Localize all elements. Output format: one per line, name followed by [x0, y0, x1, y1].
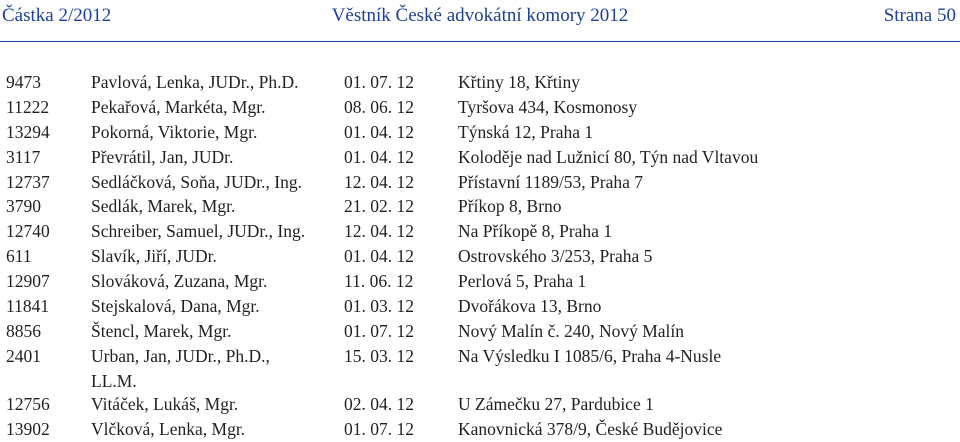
header-divider: [0, 41, 960, 42]
office-address: Ostrovského 3/253, Praha 5: [458, 246, 653, 267]
office-address: Přístavní 1189/53, Praha 7: [458, 171, 644, 192]
list-item: [0, 170, 960, 195]
entry-date: 02. 04. 12: [344, 393, 414, 414]
page-header: [0, 0, 960, 44]
lawyer-name: Sedláčková, Soňa, JUDr., Ing.: [91, 171, 302, 192]
lawyer-name: Vitáček, Lukáš, Mgr.: [91, 393, 239, 414]
list-item: [0, 392, 960, 417]
entry-date: 12. 04. 12: [344, 171, 414, 192]
entry-date: 01. 04. 12: [344, 146, 414, 167]
list-item: [0, 145, 960, 170]
office-address: Koloděje nad Lužnicí 80, Týn nad Vltavou: [458, 146, 759, 167]
entry-date: 01. 07. 12: [344, 72, 414, 92]
entry-date: 01. 03. 12: [344, 296, 414, 317]
office-address: Křtiny 18, Křtiny: [458, 72, 581, 92]
list-item: [0, 294, 960, 319]
lawyer-name: Pekařová, Markéta, Mgr.: [91, 96, 266, 117]
lawyer-name: Pavlová, Lenka, JUDr., Ph.D.: [91, 72, 299, 92]
entry-date: 15. 03. 12: [344, 345, 414, 366]
registration-number: 12756: [6, 393, 50, 414]
issue-number: Částka 2/2012: [2, 5, 112, 26]
office-address: Tyršova 434, Kosmonosy: [458, 96, 638, 117]
lawyer-name: Vlčková, Lenka, Mgr.: [91, 418, 246, 439]
registration-number: 11841: [6, 296, 50, 317]
entry-date: 12. 04. 12: [344, 221, 414, 242]
list-item: [0, 244, 960, 269]
journal-title: Věstník České advokátní komory 2012: [331, 5, 629, 26]
registration-number: 3790: [6, 196, 41, 217]
registration-number: 12740: [6, 221, 50, 242]
office-address: Kanovnická 378/9, České Budějovice: [458, 418, 723, 439]
lawyer-name: Slováková, Zuzana, Mgr.: [91, 271, 268, 292]
office-address: Na Výsledku I 1085/6, Praha 4-Nusle: [458, 345, 722, 366]
entry-date: 08. 06. 12: [344, 96, 414, 117]
lawyer-list: [0, 70, 960, 442]
list-item: [0, 70, 960, 95]
list-item: [0, 269, 960, 294]
list-item: [0, 194, 960, 219]
entry-date: 11. 06. 12: [344, 271, 414, 292]
office-address: Dvořákova 13, Brno: [458, 296, 602, 317]
list-item: [0, 344, 960, 392]
registration-number: 2401: [6, 345, 41, 366]
entry-date: 21. 02. 12: [344, 196, 414, 217]
office-address: Na Příkopě 8, Praha 1: [458, 221, 613, 242]
entry-date: 01. 04. 12: [344, 246, 414, 267]
list-item: [0, 417, 960, 442]
registration-number: 13902: [6, 418, 50, 439]
entry-date: 01. 07. 12: [344, 418, 414, 439]
lawyer-name: Slavík, Jiří, JUDr.: [91, 246, 217, 267]
list-item: [0, 95, 960, 120]
registration-number: 3117: [6, 146, 41, 167]
lawyer-name: Pokorná, Viktorie, Mgr.: [91, 121, 258, 142]
list-item: [0, 319, 960, 344]
lawyer-name: Schreiber, Samuel, JUDr., Ing.: [91, 221, 306, 242]
registration-number: 11222: [6, 96, 50, 117]
registration-number: 9473: [6, 72, 41, 92]
office-address: Příkop 8, Brno: [458, 196, 562, 217]
registration-number: 8856: [6, 320, 41, 341]
list-item: [0, 120, 960, 145]
lawyer-name: Převrátil, Jan, JUDr.: [91, 146, 234, 167]
list-item: [0, 219, 960, 244]
lawyer-name: Sedlák, Marek, Mgr.: [91, 196, 236, 217]
registration-number: 13294: [6, 121, 50, 142]
lawyer-name: Stejskalová, Dana, Mgr.: [91, 296, 260, 317]
entry-date: 01. 07. 12: [344, 320, 414, 341]
office-address: Perlová 5, Praha 1: [458, 271, 587, 292]
page-number: Strana 50: [883, 5, 956, 26]
lawyer-name: Urban, Jan, JUDr., Ph.D., LL.M.: [91, 345, 270, 391]
registration-number: 12737: [6, 171, 50, 192]
registration-number: 611: [6, 246, 32, 267]
office-address: Nový Malín č. 240, Nový Malín: [458, 320, 685, 341]
office-address: U Zámečku 27, Pardubice 1: [458, 393, 654, 414]
entry-date: 01. 04. 12: [344, 121, 414, 142]
lawyer-name: Štencl, Marek, Mgr.: [91, 320, 232, 341]
registration-number: 12907: [6, 271, 50, 292]
office-address: Týnská 12, Praha 1: [458, 121, 594, 142]
